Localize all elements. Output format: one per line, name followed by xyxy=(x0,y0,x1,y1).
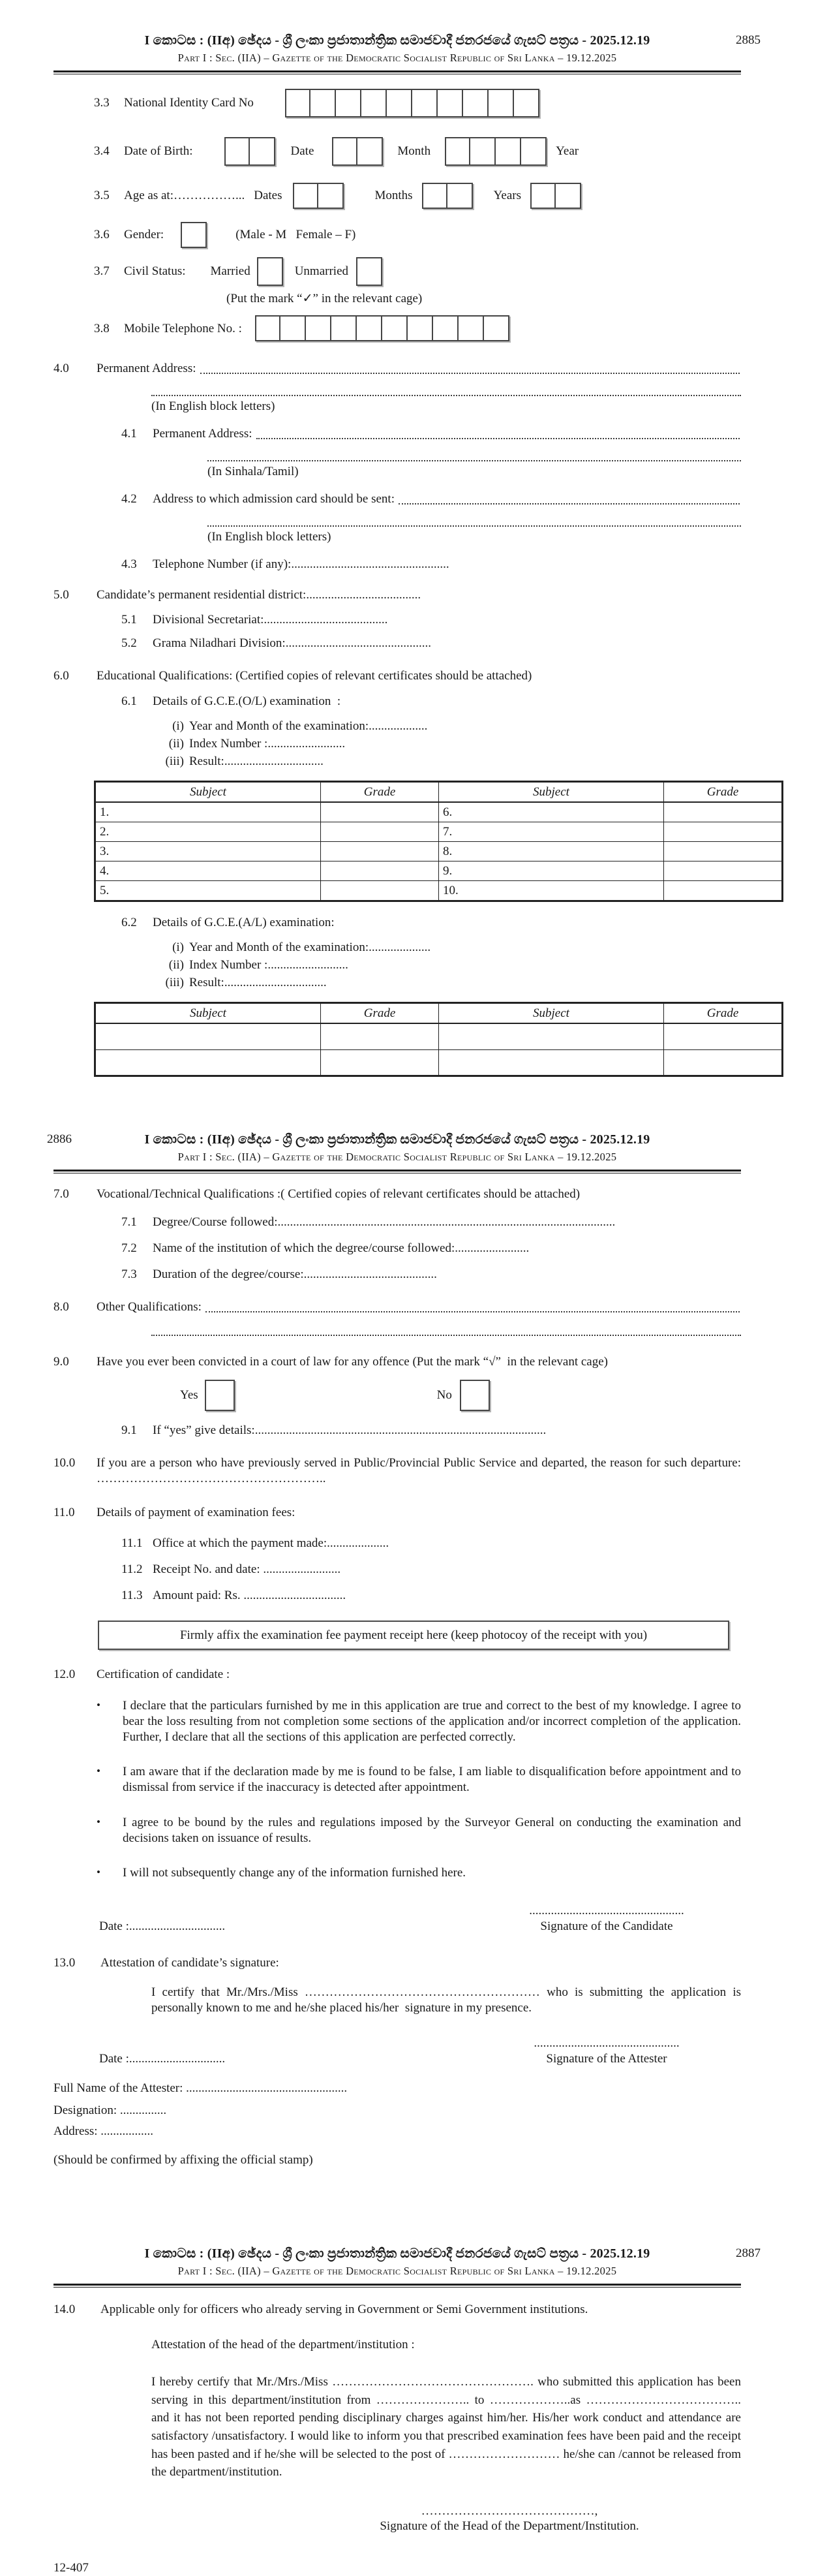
duration-write-line[interactable]: ........................................... xyxy=(303,1267,437,1281)
age-years-caption: Years xyxy=(493,188,521,202)
section-number: 7.0 xyxy=(53,1187,69,1201)
al-result-label: Result: xyxy=(189,975,224,989)
page1-header-sinhala: I කොටස : (IIඅ) ඡේදය - ශ්‍රී ලංකා ප්‍රජාතාන්ත්‍රික සමාජවාදී ජනරජයේ ගැසට් පත්‍රය - 2025.12.19 xyxy=(144,33,650,48)
age-dates-cells[interactable] xyxy=(293,183,344,209)
date-write-line2[interactable]: Date :............................... xyxy=(99,2051,226,2066)
certification-bullets xyxy=(97,1698,748,1881)
page2-header-rule xyxy=(53,1170,741,1173)
receipt-affix-box[interactable] xyxy=(98,1621,729,1651)
divisional-secretariat-write-line[interactable]: ........................................ xyxy=(264,613,388,627)
subject-cell[interactable]: 3. xyxy=(95,842,321,861)
page3-header-rule xyxy=(53,2284,741,2288)
attester-date-signature-row xyxy=(53,2036,741,2067)
vocational-label: Vocational/Technical Qualifications :( Certified copies of relevant certificates should be attached) xyxy=(97,1187,581,1201)
page3-number: 2887 xyxy=(736,2246,761,2261)
mobile-cell[interactable] xyxy=(255,315,280,341)
al-index-row xyxy=(153,957,741,973)
page3-header-english: Part I : Sec. (IIA) – Gazette of the Democratic Socialist Republic of Sri Lanka – 19.12.2025 xyxy=(177,2265,617,2278)
roman-iii: (iii) xyxy=(165,975,184,989)
nic-cell[interactable] xyxy=(310,89,336,117)
section-number: 11.0 xyxy=(53,1505,75,1519)
attester-designation-line[interactable]: Designation: ............... xyxy=(53,2103,167,2117)
field-3-7-civil-status xyxy=(94,257,741,286)
ol-year-month-write-line[interactable]: ................... xyxy=(369,719,428,734)
table-row xyxy=(95,842,783,861)
roman-i: (i) xyxy=(172,719,184,734)
mobile-label: Mobile Telephone No. : xyxy=(124,321,242,335)
married-checkbox[interactable] xyxy=(257,257,283,286)
dob-year-cell[interactable] xyxy=(445,137,470,166)
telephone-write-line[interactable]: ................................................... xyxy=(291,557,449,571)
no-checkbox[interactable] xyxy=(460,1380,490,1411)
convicted-question-label: Have you ever been convicted in a court of law for any offence (Put the mark “√” in the relevant cage) xyxy=(97,1354,608,1369)
section-number: 3.8 xyxy=(94,321,110,335)
nic-cell[interactable] xyxy=(438,89,463,117)
page2-header-english: Part I : Sec. (IIA) – Gazette of the Democratic Socialist Republic of Sri Lanka – 19.12.2025 xyxy=(177,1150,617,1163)
grade-cell[interactable] xyxy=(321,822,439,842)
section-number: 5.0 xyxy=(53,588,69,602)
nic-cell[interactable] xyxy=(514,89,539,117)
if-yes-details-label: If “yes” give details: xyxy=(153,1423,255,1438)
subject-cell[interactable] xyxy=(439,1023,664,1049)
age-month-cell[interactable] xyxy=(422,183,447,209)
if-yes-details-write-line[interactable]: .............................................................................................. xyxy=(254,1423,547,1438)
section-number: 6.2 xyxy=(121,916,137,930)
other-qualifications-label: Other Qualifications: xyxy=(97,1299,202,1314)
mobile-cell[interactable] xyxy=(280,315,306,341)
col-subject: Subject xyxy=(95,782,321,803)
subject-cell[interactable]: 8. xyxy=(439,842,664,861)
district-label: Candidate’s permanent residential district: xyxy=(97,588,307,602)
receipt-affix-note: Firmly affix the examination fee payment receipt here (keep photocoy of the receipt with you) xyxy=(179,1628,648,1642)
permanent-address-si-line1[interactable] xyxy=(256,426,740,439)
section-number: 7.3 xyxy=(121,1267,137,1281)
section-number: 13.0 xyxy=(53,1955,76,1970)
page3-header-sinhala: I කොටස : (IIඅ) ඡේදය - ශ්‍රී ලංකා ප්‍රජාතාන්ත්‍රික සමාජවාදී ජනරජයේ ගැසට් පත්‍රය - 2025.12.19 xyxy=(144,2246,650,2261)
grade-cell[interactable] xyxy=(664,881,783,901)
dob-year-caption: Year xyxy=(556,144,579,158)
attestation-label: Attestation of candidate’s signature: xyxy=(100,1955,279,1970)
section-number: 4.1 xyxy=(121,427,137,441)
mark-note: (Put the mark “✓” in the relevant cage) xyxy=(226,291,423,305)
dob-day-cell[interactable] xyxy=(250,137,275,166)
section-number: 11.1 xyxy=(121,1536,143,1551)
age-year-cell[interactable] xyxy=(556,183,581,209)
section-10-0-previous-service xyxy=(53,1455,744,1487)
nic-cell[interactable] xyxy=(412,89,438,117)
subject-cell[interactable]: 4. xyxy=(95,861,321,881)
other-qualifications-line1[interactable] xyxy=(205,1299,740,1312)
section-6-0-educational-qualifications xyxy=(53,668,741,684)
sinhala-tamil-note: (In Sinhala/Tamil) xyxy=(207,465,299,479)
civil-status-label: Civil Status: xyxy=(124,264,186,278)
al-index-label: Index Number : xyxy=(189,957,268,972)
payment-office-label[interactable]: Office at which the payment made:.................... xyxy=(153,1536,389,1551)
roman-ii: (ii) xyxy=(168,736,184,751)
section-11-0-payment xyxy=(53,1505,741,1521)
bullet-icon: • xyxy=(97,1699,100,1711)
al-year-month-label: Year and Month of the examination: xyxy=(189,940,369,955)
section-6-1-ol-exam xyxy=(121,694,741,709)
bullet-text: I will not subsequently change any of the information furnished here. xyxy=(123,1866,466,1880)
mobile-cells[interactable] xyxy=(255,315,509,341)
section-number: 11.3 xyxy=(121,1588,143,1602)
gender-label: Gender: xyxy=(124,227,164,241)
age-date-cell[interactable] xyxy=(318,183,344,209)
age-dates-caption: Dates xyxy=(254,188,282,202)
grade-cell[interactable] xyxy=(664,861,783,881)
page2-header-sinhala: I කොටස : (IIඅ) ඡේදය - ශ්‍රී ලංකා ප්‍රජාතාන්ත්‍රික සමාජවාදී ජනරජයේ ගැසට් පත්‍රය - 2025.12.19 xyxy=(144,1132,650,1147)
admission-address-label: Address to which admission card should be sent: xyxy=(153,491,395,506)
page3-header xyxy=(53,2246,761,2278)
attester-signature-write-line[interactable]: ............................................... xyxy=(534,2036,680,2050)
col-subject: Subject xyxy=(439,782,664,803)
age-years-cells[interactable] xyxy=(530,183,581,209)
list-item xyxy=(97,1815,744,1846)
institution-write-line[interactable]: ........................ xyxy=(455,1241,530,1255)
grade-cell[interactable] xyxy=(321,881,439,901)
subject-cell[interactable]: 1. xyxy=(95,802,321,822)
ol-result-write-line[interactable]: ................................ xyxy=(224,754,324,768)
roman-iii: (iii) xyxy=(165,754,184,768)
ol-year-month-label: Year and Month of the examination: xyxy=(189,719,369,734)
age-date-cell[interactable] xyxy=(293,183,318,209)
payment-details-label: Details of payment of examination fees: xyxy=(97,1505,295,1519)
attester-full-name-line[interactable]: Full Name of the Attester: .................................................... xyxy=(53,2081,348,2096)
section-number: 3.6 xyxy=(94,227,110,241)
section-number: 5.1 xyxy=(121,613,137,627)
permanent-address-si-label: Permanent Address: xyxy=(153,427,252,441)
section-number: 4.2 xyxy=(121,491,137,506)
attester-signature-caption: Signature of the Attester xyxy=(546,2051,667,2066)
dob-label: Date of Birth: xyxy=(124,144,193,158)
permanent-address-line1[interactable] xyxy=(200,361,740,374)
other-qualifications-line2[interactable] xyxy=(151,1322,741,1336)
age-month-cell[interactable] xyxy=(447,183,473,209)
mobile-cell[interactable] xyxy=(382,315,408,341)
table-row xyxy=(95,881,783,901)
head-signature-write-line[interactable]: ……………………………………, xyxy=(421,2504,598,2518)
gender-checkbox[interactable] xyxy=(181,222,207,248)
grade-cell[interactable] xyxy=(321,1049,439,1076)
subject-cell[interactable]: 9. xyxy=(439,861,664,881)
dob-month-cell[interactable] xyxy=(332,137,357,166)
official-stamp-note: (Should be confirmed by affixing the official stamp) xyxy=(53,2152,313,2167)
grade-cell[interactable] xyxy=(664,842,783,861)
field-7-1-degree-course xyxy=(121,1215,741,1230)
age-months-cells[interactable] xyxy=(422,183,473,209)
bullet-text: I declare that the particulars furnished by me in this application are true and correct to the best of my knowledge. I agree to bear the loss resulting from not completion some sections of the application and/or incorrect completion of the application. Further, I declare that all the sections of this application are perfected correctly. xyxy=(123,1699,748,1744)
grade-cell[interactable] xyxy=(321,861,439,881)
mobile-cell[interactable] xyxy=(331,315,357,341)
field-8-0-other-qualifications xyxy=(53,1299,741,1315)
ol-index-label: Index Number : xyxy=(189,736,268,751)
bullet-text: I am aware that if the declaration made by me is found to be false, I am liable to disqualification before appointment and to dismissal from service if the inaccuracy is detected after appointment. xyxy=(123,1765,744,1794)
section-number: 12.0 xyxy=(53,1668,76,1682)
english-block-letters-note2: (In English block letters) xyxy=(207,529,331,544)
al-result-row xyxy=(153,975,741,991)
grade-cell[interactable] xyxy=(664,802,783,822)
yes-checkbox[interactable] xyxy=(205,1380,235,1411)
nic-cell[interactable] xyxy=(336,89,361,117)
yes-caption: Yes xyxy=(180,1388,198,1403)
section-number: 5.2 xyxy=(121,636,137,650)
degree-course-label: Degree/Course followed: xyxy=(153,1215,278,1230)
col-grade: Grade xyxy=(664,1003,783,1024)
dob-month-caption: Month xyxy=(397,144,431,158)
field-5-0-district xyxy=(53,587,741,603)
attester-signature-block xyxy=(496,2036,718,2067)
section-number: 7.2 xyxy=(121,1241,137,1255)
head-signature-block xyxy=(356,2504,663,2535)
unmarried-checkbox[interactable] xyxy=(356,257,382,286)
married-caption: Married xyxy=(210,264,250,278)
candidate-date-signature-row xyxy=(53,1903,741,1934)
section-13-0-attestation xyxy=(53,1955,741,1971)
table-row xyxy=(95,822,783,842)
certification-label: Certification of candidate : xyxy=(97,1668,230,1682)
degree-course-write-line[interactable]: ............................................................................................................. xyxy=(277,1215,616,1230)
age-months-caption: Months xyxy=(374,188,413,202)
field-4-3-telephone xyxy=(121,557,741,572)
nic-cell[interactable] xyxy=(489,89,514,117)
mobile-cell[interactable] xyxy=(459,315,484,341)
subject-cell[interactable] xyxy=(95,1049,321,1076)
nic-cell[interactable] xyxy=(387,89,412,117)
grama-niladhari-write-line[interactable]: ............................................... xyxy=(285,636,431,650)
mobile-cell[interactable] xyxy=(433,315,459,341)
permanent-address-si-line2[interactable] xyxy=(207,447,741,461)
field-9-1-details xyxy=(121,1423,741,1438)
bullet-icon: • xyxy=(97,1815,100,1828)
admission-address-line1[interactable] xyxy=(399,491,740,504)
dob-date-caption: Date xyxy=(290,144,314,158)
field-11-1-office xyxy=(121,1536,741,1551)
dob-day-cells[interactable] xyxy=(224,137,275,166)
gazette-footer-code: 12-407 xyxy=(53,2561,89,2575)
mobile-cell[interactable] xyxy=(306,315,331,341)
section-number: 9.0 xyxy=(53,1354,69,1369)
dob-day-cell[interactable] xyxy=(224,137,250,166)
field-7-2-institution xyxy=(121,1241,741,1256)
ol-subjects-table xyxy=(94,781,783,902)
amount-paid-label[interactable]: Amount paid: Rs. ................................. xyxy=(153,1588,346,1602)
dob-month-cell[interactable] xyxy=(357,137,383,166)
mobile-cell[interactable] xyxy=(408,315,433,341)
field-3-5-age xyxy=(94,183,741,209)
nic-cell[interactable] xyxy=(285,89,310,117)
mobile-cell[interactable] xyxy=(484,315,509,341)
subject-cell[interactable]: 2. xyxy=(95,822,321,842)
grade-cell[interactable] xyxy=(321,842,439,861)
section-number: 3.4 xyxy=(94,144,110,158)
section-number: 8.0 xyxy=(53,1299,69,1314)
institution-label: Name of the institution of which the degree/course followed: xyxy=(153,1241,455,1255)
bullet-icon: • xyxy=(97,1765,100,1778)
bullet-icon: • xyxy=(97,1866,100,1879)
al-subjects-table xyxy=(94,1002,783,1077)
attestation-paragraph: I certify that Mr./Mrs./Miss ………………………………………………… who is submitting the application is personally known to me and he/she placed his/her signature in my presence. xyxy=(151,1985,744,2015)
field-4-1-permanent-address-sinhala xyxy=(121,426,741,442)
district-write-line[interactable]: ..................................... xyxy=(306,588,421,602)
field-5-1-divisional-secretariat xyxy=(121,612,741,628)
head-signature-caption: Signature of the Head of the Department/Institution. xyxy=(380,2519,639,2534)
dob-year-cells[interactable] xyxy=(445,137,547,166)
field-3-4-dob xyxy=(94,137,741,166)
subject-cell[interactable]: 6. xyxy=(439,802,664,822)
previous-service-text: If you are a person who have previously served in Public/Provincial Public Service and departed, the reason for such departure: ……………………………………………….. xyxy=(97,1456,744,1485)
al-year-month-write-line[interactable]: .................... xyxy=(369,940,431,955)
grade-cell[interactable] xyxy=(664,1023,783,1049)
receipt-no-label[interactable]: Receipt No. and date: ......................... xyxy=(153,1562,341,1576)
subject-cell[interactable]: 5. xyxy=(95,881,321,901)
table-row xyxy=(95,1049,783,1076)
telephone-label: Telephone Number (if any): xyxy=(153,557,292,571)
table-header-row xyxy=(95,1003,783,1024)
section-number: 4.0 xyxy=(53,362,69,376)
grade-cell[interactable] xyxy=(321,1023,439,1049)
field-3-8-mobile xyxy=(94,315,741,341)
col-subject: Subject xyxy=(95,1003,321,1024)
ol-exam-label: Details of G.C.E.(O/L) examination : xyxy=(153,694,341,709)
subject-cell[interactable] xyxy=(439,1049,664,1076)
page1-header-rule xyxy=(53,70,741,74)
educational-qualifications-label: Educational Qualifications: (Certified copies of relevant certificates should be attached) xyxy=(97,668,532,683)
admission-address-line2[interactable] xyxy=(207,512,741,527)
gender-hint: (Male - M Female – F) xyxy=(235,227,356,241)
col-subject: Subject xyxy=(439,1003,664,1024)
list-item xyxy=(97,1764,744,1795)
page2-header xyxy=(47,1132,741,1164)
unmarried-caption: Unmarried xyxy=(294,264,349,278)
age-year-cell[interactable] xyxy=(530,183,556,209)
duration-label: Duration of the degree/course: xyxy=(153,1267,304,1281)
grade-cell[interactable] xyxy=(664,822,783,842)
section-9-0-convicted xyxy=(53,1354,741,1370)
convicted-yes-no-row xyxy=(53,1380,741,1411)
field-5-2-grama-niladhari xyxy=(121,636,741,651)
dob-month-cells[interactable] xyxy=(332,137,383,166)
subject-cell[interactable]: 7. xyxy=(439,822,664,842)
col-grade: Grade xyxy=(321,1003,439,1024)
attester-address-line[interactable]: Address: ................. xyxy=(53,2124,154,2138)
field-4-2-admission-card-address xyxy=(121,491,741,507)
table-header-row xyxy=(95,782,783,803)
ol-index-write-line[interactable]: ......................... xyxy=(267,736,346,751)
nic-label: National Identity Card No xyxy=(124,95,254,110)
serving-officers-label: Applicable only for officers who already serving in Government or Semi Government institutions. xyxy=(100,2302,588,2316)
no-caption: No xyxy=(436,1388,452,1403)
bullet-text: I agree to be bound by the rules and regulations imposed by the Surveyor General on conducting the examination and decisions taken on issuance of results. xyxy=(123,1815,744,1845)
section-number: 11.2 xyxy=(121,1562,143,1576)
nic-cell[interactable] xyxy=(361,89,387,117)
section-number: 3.5 xyxy=(94,188,110,202)
field-11-3-amount xyxy=(121,1588,741,1604)
section-number: 7.1 xyxy=(121,1215,137,1230)
field-7-3-duration xyxy=(121,1267,741,1282)
section-number: 10.0 xyxy=(53,1456,76,1470)
date-write-line[interactable]: Date :............................... xyxy=(99,1919,226,1933)
ol-year-month-row xyxy=(153,719,741,734)
page1-header-english: Part I : Sec. (IIA) – Gazette of the Democratic Socialist Republic of Sri Lanka – 19.12.2025 xyxy=(177,52,617,64)
section-number: 6.1 xyxy=(121,694,137,709)
section-14-0-serving-officers xyxy=(53,2302,741,2318)
nic-cells[interactable] xyxy=(285,89,539,117)
al-year-month-row xyxy=(153,940,741,955)
divisional-secretariat-label: Divisional Secretariat: xyxy=(153,613,264,627)
mobile-cell[interactable] xyxy=(357,315,382,341)
field-11-2-receipt xyxy=(121,1562,741,1577)
candidate-signature-caption: Signature of the Candidate xyxy=(540,1919,673,1933)
field-4-0-permanent-address xyxy=(53,361,741,377)
section-number: 3.3 xyxy=(94,95,110,110)
candidate-signature-write-line[interactable]: .................................................. xyxy=(529,1904,684,1917)
english-block-letters-note: (In English block letters) xyxy=(151,399,275,414)
nic-cell[interactable] xyxy=(463,89,489,117)
list-item xyxy=(97,1698,748,1745)
age-label: Age as at:……………... xyxy=(124,188,245,202)
dob-year-cell[interactable] xyxy=(496,137,521,166)
subject-cell[interactable]: 10. xyxy=(439,881,664,901)
al-result-write-line[interactable]: ................................. xyxy=(224,975,327,989)
field-3-6-gender xyxy=(94,222,741,248)
section-12-0-certification xyxy=(53,1667,741,1683)
table-row xyxy=(95,1023,783,1049)
section-7-0-vocational xyxy=(53,1187,741,1202)
al-exam-label: Details of G.C.E.(A/L) examination: xyxy=(153,916,335,930)
field-3-3-nic xyxy=(94,89,741,117)
dob-year-cell[interactable] xyxy=(470,137,496,166)
page2-number: 2886 xyxy=(47,1132,72,1146)
section-6-2-al-exam xyxy=(121,915,741,931)
dob-year-cell[interactable] xyxy=(521,137,547,166)
section-number: 4.3 xyxy=(121,557,137,571)
section-number: 3.7 xyxy=(94,264,110,278)
head-attestation-label: Attestation of the head of the department/institution : xyxy=(151,2337,415,2351)
col-grade: Grade xyxy=(321,782,439,803)
permanent-address-line2[interactable] xyxy=(151,382,741,396)
permanent-address-label: Permanent Address: xyxy=(97,362,196,376)
section-number: 6.0 xyxy=(53,668,69,683)
grade-cell[interactable] xyxy=(321,802,439,822)
subject-cell[interactable] xyxy=(95,1023,321,1049)
table-row xyxy=(95,802,783,822)
col-grade: Grade xyxy=(664,782,783,803)
section-number: 14.0 xyxy=(53,2302,76,2316)
grade-cell[interactable] xyxy=(664,1049,783,1076)
page1-number: 2885 xyxy=(736,33,761,47)
section-number: 9.1 xyxy=(121,1423,137,1438)
head-attestation-paragraph: I hereby certify that Mr./Mrs./Miss …………………………………………. who submitted this application has been serving in this department/institution from ………………….. to ………………..as ……………………………….. and it has not been reported pending disciplinary charges against him/her. His/her work conduct and attendance are satisfactory /unsatisfactory. I would like to inform you that prescribed examination fees have been paid and the receipt has been pasted and if he/she will be selected to the post of ……………………… he/she can /cannot be released from the department/institution. xyxy=(151,2375,744,2479)
roman-ii: (ii) xyxy=(168,957,184,972)
al-index-write-line[interactable]: .......................... xyxy=(267,957,348,972)
list-item xyxy=(97,1865,741,1881)
ol-index-row xyxy=(153,736,741,752)
page1-header xyxy=(53,0,761,65)
table-row xyxy=(95,861,783,881)
ol-result-row xyxy=(153,754,741,769)
grama-niladhari-label: Grama Niladhari Division: xyxy=(153,636,286,650)
candidate-signature-block xyxy=(496,1903,718,1934)
ol-result-label: Result: xyxy=(189,754,224,768)
roman-i: (i) xyxy=(172,940,184,955)
